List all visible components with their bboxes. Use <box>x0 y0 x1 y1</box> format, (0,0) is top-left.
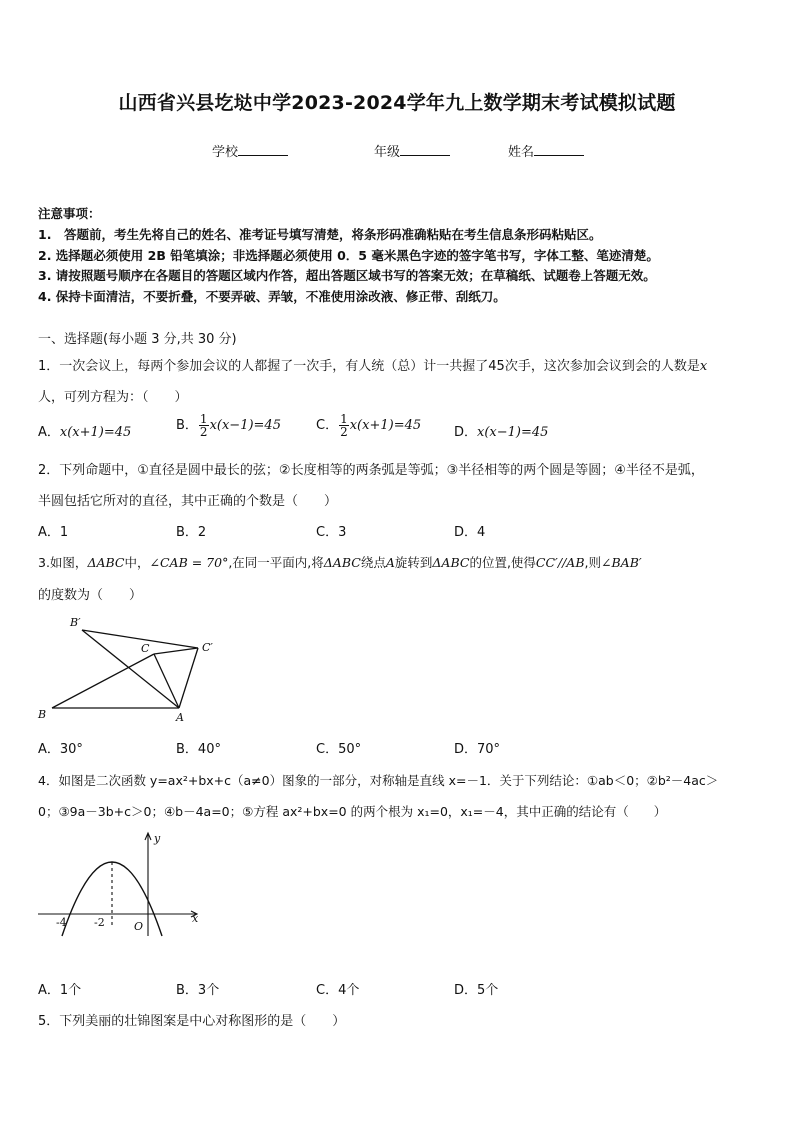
section-heading: 一、选择题(每小题 3 分,共 30 分) <box>38 332 237 347</box>
text: 的位置,使得 <box>469 555 536 570</box>
numerator: 1 <box>199 412 208 426</box>
q1-option-b[interactable] <box>176 413 281 438</box>
q4-option-d[interactable]: D．5个 <box>454 983 499 998</box>
q1-option-c[interactable] <box>316 413 421 438</box>
q2-option-c[interactable]: C．3 <box>316 525 347 540</box>
denominator: 2 <box>340 425 348 439</box>
page-title: 山西省兴县圪垯中学2023-2024学年九上数学期末考试模拟试题 <box>118 92 676 114</box>
q3-option-b[interactable]: B．40° <box>176 742 221 757</box>
option-label: C． <box>316 418 339 433</box>
q4-option-b[interactable]: B．3个 <box>176 983 220 998</box>
note-item: 1. 答题前，考生先将自己的姓名、准考证号填写清楚，将条形码准确粘贴在考生信息条形码粘贴区。 <box>38 227 602 242</box>
q3-triangle-figure <box>34 612 224 727</box>
segment-b1a <box>82 630 179 708</box>
question-1-line2: 人，可列方程为：（ ） <box>38 390 188 405</box>
q3-option-d[interactable]: D．70° <box>454 742 501 757</box>
name-field <box>508 141 584 160</box>
y-axis-label: y <box>154 832 161 845</box>
math: ΔABC <box>87 555 125 570</box>
notes-heading: 注意事项： <box>38 206 101 221</box>
q2-option-b[interactable]: B．2 <box>176 525 207 540</box>
origin-label: O <box>134 920 144 933</box>
q1-text: 1．一次会议上，每两个参加会议的人都握了一次手，有人统（总）计一共握了45次手，这次参加会议到会的人数是 <box>38 359 700 374</box>
segment-b1c1 <box>82 630 198 648</box>
text: ,则 <box>584 555 602 570</box>
math: ∠CAB = 70° <box>149 555 229 570</box>
segment-c1a <box>179 648 198 708</box>
q2-option-a[interactable]: A．1 <box>38 525 69 540</box>
segment-ca <box>154 654 179 708</box>
q1-option-a[interactable] <box>38 421 131 440</box>
x-axis-label: x <box>192 912 199 925</box>
math: CC′//AB <box>535 555 585 570</box>
q4-parabola-figure <box>34 828 209 938</box>
question-3-line2: 的度数为（ ） <box>38 588 143 603</box>
q2-option-d[interactable]: D．4 <box>454 525 486 540</box>
segment-bc <box>52 654 154 708</box>
q3-option-a[interactable]: A．30° <box>38 742 83 757</box>
label-a: A <box>176 711 184 724</box>
fraction <box>199 413 209 438</box>
school-blank <box>238 144 288 156</box>
text: 绕点 <box>360 555 386 570</box>
name-blank <box>534 144 584 156</box>
segment-cc1 <box>154 648 198 654</box>
grade-field <box>374 141 450 160</box>
label-b: B <box>38 708 47 721</box>
note-item: 4. 保持卡面清洁，不要折叠，不要弄破、弄皱，不准使用涂改液、修正带、刮纸刀。 <box>38 289 506 304</box>
question-2-line2: 半圆包括它所对的直径，其中正确的个数是（ ） <box>38 494 338 509</box>
option-expr: x(x−1)=45 <box>477 425 549 440</box>
question-4-line1: 4．如图是二次函数 y=ax²+bx+c（a≠0）图象的一部分，对称轴是直线 x=－1．关于下列结论：①ab＜0；②b²－4ac＞ <box>38 773 719 788</box>
label-c-prime: C′ <box>202 641 213 654</box>
label-c: C <box>141 642 150 655</box>
math: ΔABC <box>432 555 470 570</box>
q1-var: x <box>699 359 708 374</box>
school-field <box>212 141 288 160</box>
question-1-line1 <box>38 355 707 374</box>
text: 旋转到 <box>394 555 433 570</box>
option-expr: x(x+1)=45 <box>349 418 422 433</box>
option-label: A． <box>38 425 60 440</box>
option-label: B． <box>176 418 198 433</box>
numerator: 1 <box>340 412 348 426</box>
tick-label: -2 <box>94 916 105 929</box>
option-expr: x(x+1)=45 <box>59 425 132 440</box>
q4-option-a[interactable]: A．1个 <box>38 983 82 998</box>
question-2-line1: 2．下列命题中，①直径是圆中最长的弦；②长度相等的两条弧是等弧；③半径相等的两个圆是等圆；④半径不是弧， <box>38 463 704 478</box>
q1-option-d[interactable] <box>454 421 548 440</box>
q4-option-c[interactable]: C．4个 <box>316 983 360 998</box>
school-label: 学校 <box>212 145 239 160</box>
text: ,在同一平面内,将 <box>228 555 324 570</box>
option-expr: x(x−1)=45 <box>209 418 281 433</box>
text: 中， <box>124 555 150 570</box>
label-b-prime: B′ <box>70 616 81 629</box>
note-item: 3. 请按照题号顺序在各题目的答题区域内作答，超出答题区域书写的答案无效；在草稿纸、试题卷上答题无效。 <box>38 268 656 283</box>
name-label: 姓名 <box>508 145 535 160</box>
grade-blank <box>400 144 450 156</box>
math: ΔABC <box>323 555 361 570</box>
question-3-line1 <box>38 553 642 571</box>
q3-option-c[interactable]: C．50° <box>316 742 362 757</box>
math: A <box>385 555 395 570</box>
math: ∠BAB′ <box>601 555 642 570</box>
tick-label: -4 <box>56 916 67 929</box>
question-4-line2: 0；③9a－3b+c＞0；④b－4a=0；⑤方程 ax²+bx=0 的两个根为 x₁=0，x₁=－4，其中正确的结论有（ ） <box>38 804 667 819</box>
text: 3.如图， <box>38 555 88 570</box>
question-5-line1: 5．下列美丽的壮锦图案是中心对称图形的是（ ） <box>38 1014 346 1029</box>
note-item: 2. 选择题必须使用 2B 铅笔填涂；非选择题必须使用 0．5 毫米黑色字迹的签字笔书写，字体工整、笔迹清楚。 <box>38 248 659 263</box>
grade-label: 年级 <box>374 145 401 160</box>
fraction <box>339 413 349 438</box>
option-label: D． <box>454 425 478 440</box>
denominator: 2 <box>199 425 208 439</box>
